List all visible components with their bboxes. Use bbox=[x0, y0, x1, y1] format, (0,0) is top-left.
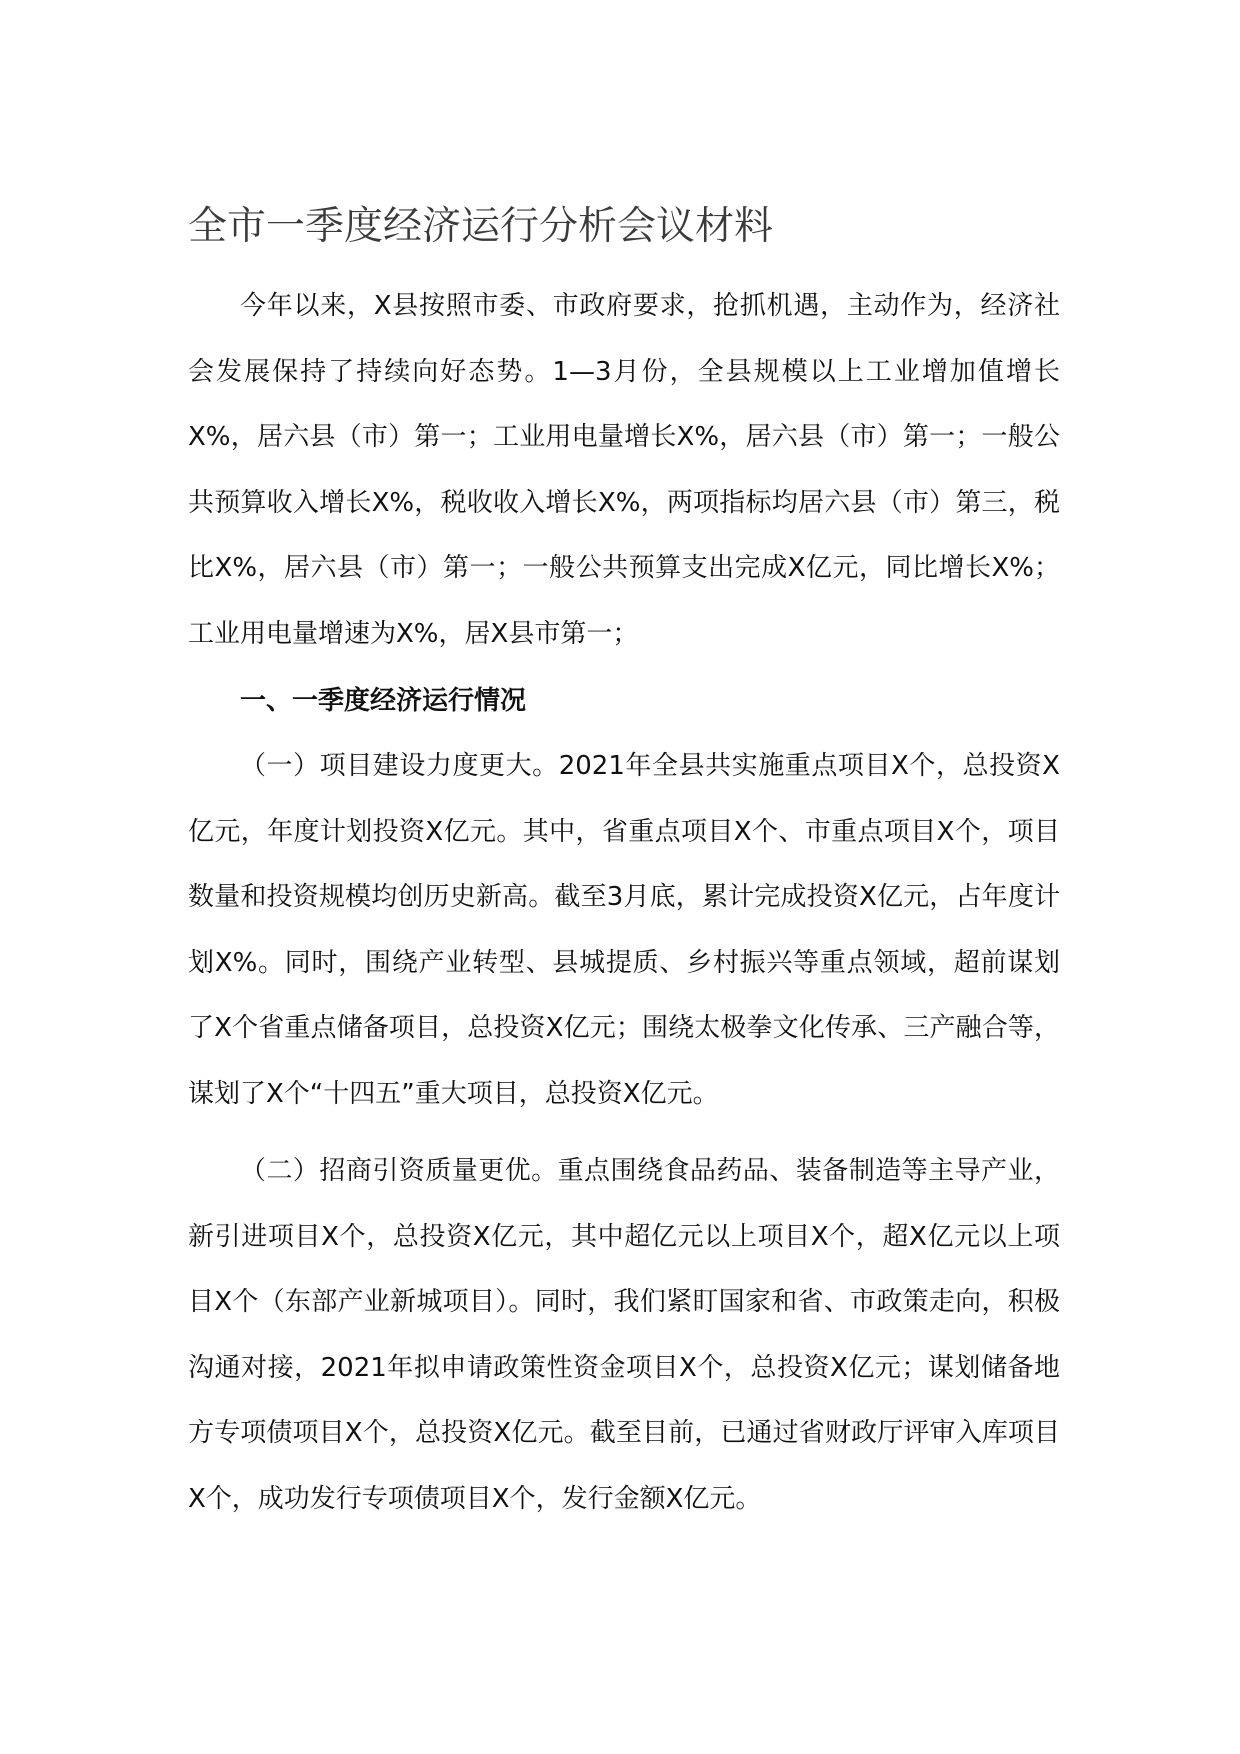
section-heading: 一、一季度经济运行情况 bbox=[240, 686, 527, 716]
paragraph-investment-attraction: （二）招商引资质量更优。重点围绕食品药品、装备制造等主导产业，新引进项目X个，总投资X亿元，其中超亿元以上项目X个，超X亿元以上项目X个（东部产业新城项目）。同时，我们紧盯国家和省、市政策走向，积极沟通对接，2021年拟申请政策性资金项目X个，总投资X亿元；谋划储备地方专项债项目X个，总投资X亿元。截至目前，已通过省财政厅评审入库项目X个，成功发行专项债项目X个，发行金额X亿元。 bbox=[188, 1156, 1061, 1514]
document-title: 全市一季度经济运行分析会议材料 bbox=[188, 204, 774, 249]
paragraph-project-construction: （一）项目建设力度更大。2021年全县共实施重点项目X个，总投资X亿元，年度计划投资X亿元。其中，省重点项目X个、市重点项目X个，项目数量和投资规模均创历史新高。截至3月底，累计完成投资X亿元，占年度计划X%。同时，围绕产业转型、县城提质、乡村振兴等重点领域，超前谋划了X个省重点储备项目，总投资X亿元；围绕太极拳文化传承、三产融合等，谋划了X个“十四五”重大项目，总投资X亿元。 bbox=[188, 751, 1060, 1109]
intro-paragraph: 今年以来，X县按照市委、市政府要求，抢抓机遇，主动作为，经济社会发展保持了持续向好态势。1—3月份，全县规模以上工业增加值增长X%，居六县（市）第一；工业用电量增长X%，居六县（市）第一；一般公共预算收入增长X%，税收收入增长X%，两项指标均居六县（市）第三，税比X%，居六县（市）第一；一般公共预算支出完成X亿元，同比增长X%；工业用电量增速为X%，居X县市第一； bbox=[188, 291, 1060, 649]
